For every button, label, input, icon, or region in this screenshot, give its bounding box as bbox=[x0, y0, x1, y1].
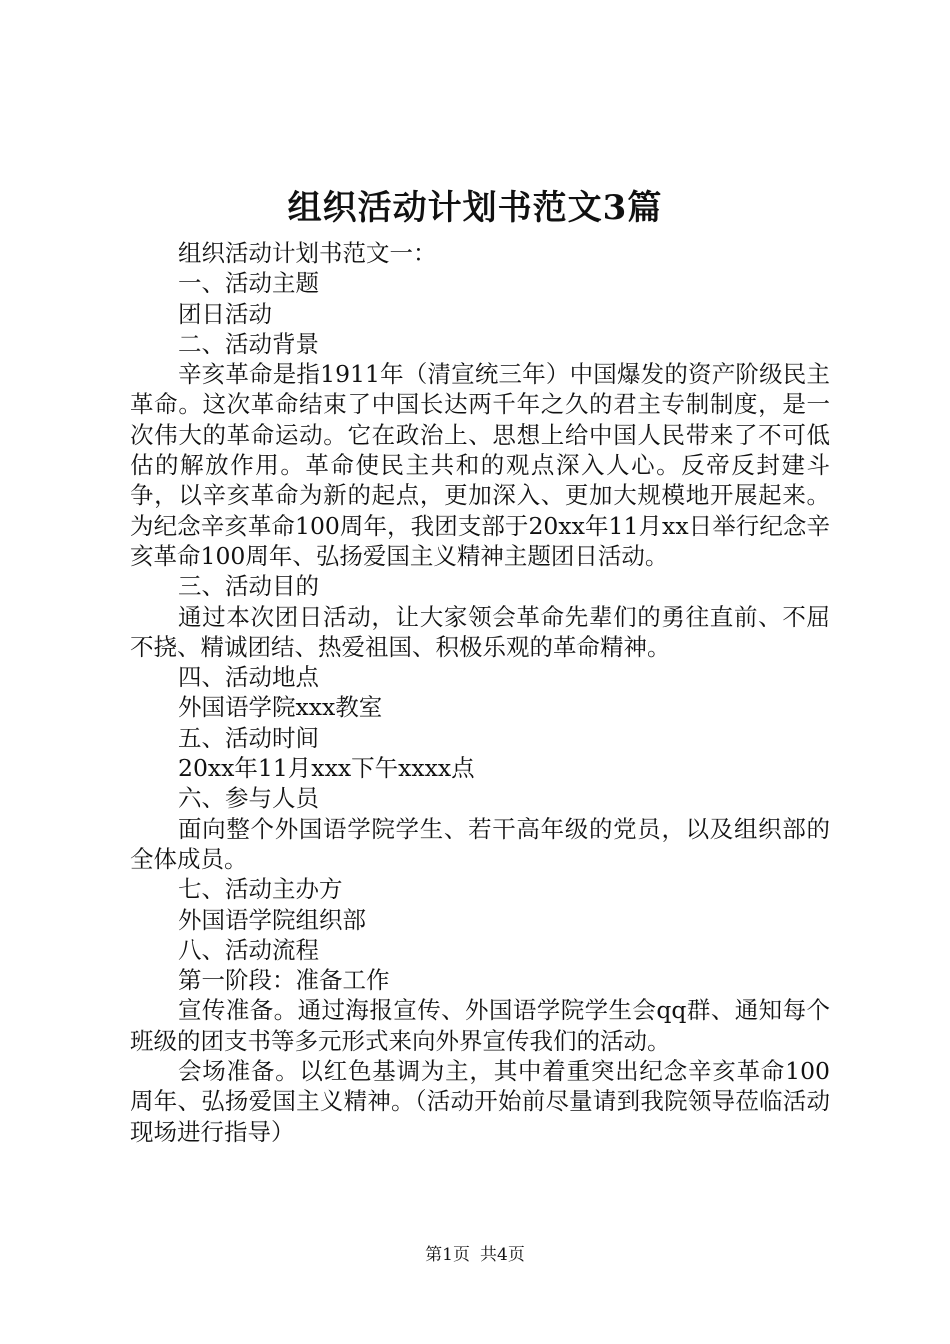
section-heading: 八、活动流程 bbox=[178, 935, 319, 964]
page-footer bbox=[0, 1243, 950, 1267]
paragraph: 第一阶段：准备工作 bbox=[178, 966, 390, 995]
section-heading: 五、活动时间 bbox=[178, 723, 319, 752]
document-body bbox=[130, 238, 830, 1147]
document-title: 组织活动计划书范文3篇 bbox=[287, 188, 663, 228]
section-heading: 一、活动主题 bbox=[178, 269, 319, 298]
section-heading: 六、参与人员 bbox=[178, 784, 319, 813]
paragraph: 外国语学院xxx教室 bbox=[178, 693, 383, 722]
paragraph: 团日活动 bbox=[178, 299, 272, 328]
section-heading: 二、活动背景 bbox=[178, 329, 319, 358]
paragraph: 面向整个外国语学院学生、若干高年级的党员，以及组织部的全体成员。 bbox=[130, 814, 830, 873]
section-heading: 三、活动目的 bbox=[178, 572, 319, 601]
page-number: 第1页 bbox=[425, 1245, 470, 1265]
paragraph: 组织活动计划书范文一： bbox=[178, 239, 437, 267]
section-heading: 七、活动主办方 bbox=[178, 875, 343, 904]
page-total: 共4页 bbox=[480, 1245, 525, 1265]
paragraph: 宣传准备。通过海报宣传、外国语学院学生会qq群、通知每个班级的团支书等多元形式来向外界宣传我们的活动。 bbox=[130, 996, 830, 1055]
section-heading: 四、活动地点 bbox=[178, 663, 319, 692]
paragraph: 辛亥革命是指1911年（清宣统三年）中国爆发的资产阶级民主革命。这次革命结束了中国长达两千年之久的君主专制制度，是一次伟大的革命运动。它在政治上、思想上给中国人民带来了不可低估的解放作用。革命使民主共和的观点深入人心。反帝反封建斗争，以辛亥革命为新的起点，更加深入、更加大规模地开展起来。为纪念辛亥革命100周年，我团支部于20xx年11月xx日举行纪念辛亥革命100周年、弘扬爱国主义精神主题团日活动。 bbox=[130, 360, 830, 570]
paragraph: 会场准备。以红色基调为主，其中着重突出纪念辛亥革命100周年、弘扬爱国主义精神。（活动开始前尽量请到我院领导莅临活动现场进行指导） bbox=[130, 1057, 830, 1146]
paragraph: 20xx年11月xxx下午xxxx点 bbox=[178, 754, 475, 783]
paragraph: 通过本次团日活动，让大家领会革命先辈们的勇往直前、不屈不挠、精诚团结、热爱祖国、积极乐观的革命精神。 bbox=[130, 602, 830, 661]
paragraph: 外国语学院组织部 bbox=[178, 905, 366, 934]
